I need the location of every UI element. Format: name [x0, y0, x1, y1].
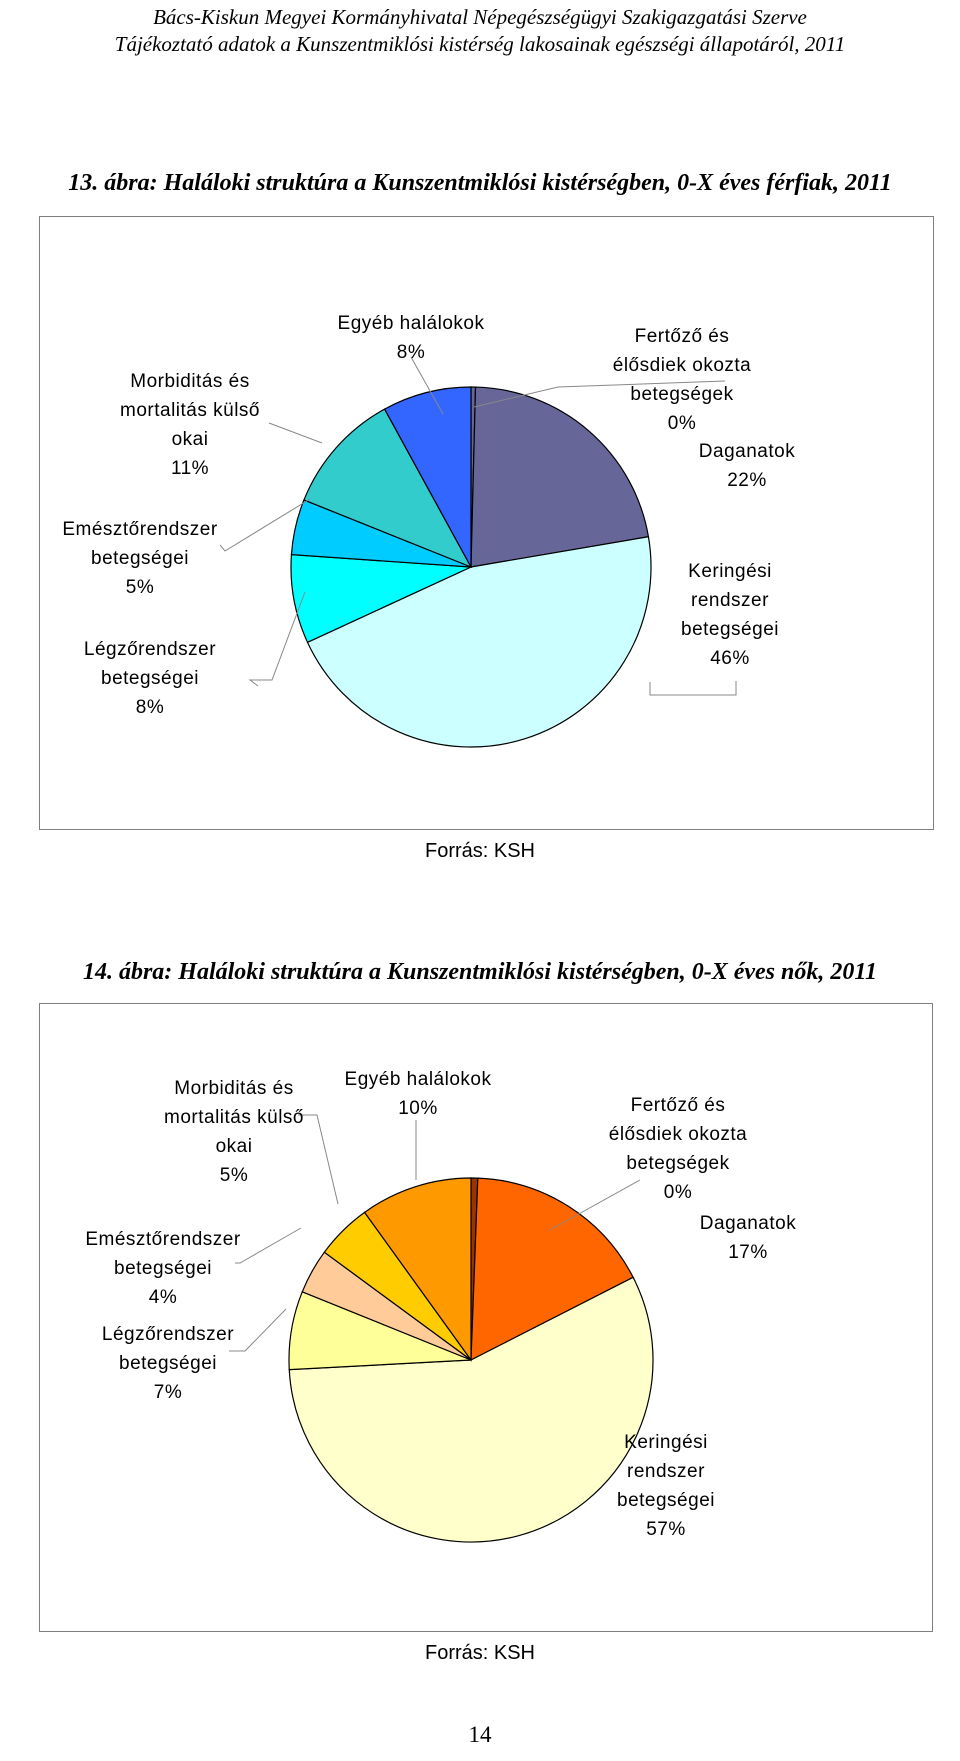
data-label [301, 309, 521, 367]
data-label-line: 22% [727, 470, 767, 491]
data-label-line: Légzőrendszer [101, 1324, 235, 1345]
data-label [80, 367, 300, 483]
data-label-line: mortalitás külső [120, 400, 260, 421]
data-label [638, 1209, 858, 1267]
data-label-line: Daganatok [698, 441, 796, 462]
data-label-line: Emésztőrendszer [62, 519, 218, 540]
data-label-line: betegségei [114, 1258, 212, 1279]
data-label-line: betegségei [617, 1490, 715, 1511]
data-label-line: 10% [398, 1098, 438, 1119]
data-label [30, 515, 250, 602]
data-label-line: 0% [667, 413, 697, 434]
data-label-line: Egyéb halálokok [344, 1069, 492, 1090]
header-institution: Bács-Kiskun Megyei Kormányhivatal Népegészségügyi Szakigazgatási Szerve [153, 5, 807, 29]
data-label-line: Keringési [688, 561, 772, 582]
data-label [40, 635, 260, 722]
data-label-line: 0% [663, 1182, 693, 1203]
data-label-line: 8% [135, 697, 165, 718]
data-label-line: okai [215, 1136, 253, 1157]
chart-frame-men [39, 216, 934, 830]
data-label-line: betegségek [626, 1153, 730, 1174]
data-label-line: 7% [153, 1382, 183, 1403]
data-label-line: betegségek [630, 384, 734, 405]
data-label-line: 46% [710, 648, 750, 669]
data-label-line: 8% [396, 342, 426, 363]
data-label [568, 1091, 788, 1207]
figure-14-title: 14. ábra: Haláloki struktúra a Kunszentmiklósi kistérségben, 0-X éves nők, 2011 [82, 959, 878, 985]
data-label-line: rendszer [691, 590, 769, 611]
data-label-line: betegségei [101, 668, 199, 689]
data-label [620, 557, 840, 673]
data-label [308, 1065, 528, 1123]
data-label-line: 4% [148, 1287, 178, 1308]
data-label-line: betegségei [119, 1353, 217, 1374]
data-label-line: 11% [170, 458, 210, 479]
data-label [637, 437, 857, 495]
data-label-line: Fertőző és [634, 326, 730, 347]
data-label-line: 5% [219, 1165, 249, 1186]
data-label-line: Emésztőrendszer [85, 1229, 241, 1250]
data-label-line: Daganatok [699, 1213, 797, 1234]
data-label-line: betegségei [91, 548, 189, 569]
data-label [53, 1225, 273, 1312]
header-report-title: Tájékoztató adatok a Kunszentmiklósi kistérség lakosainak egészségi állapotáról, 2011 [114, 32, 846, 56]
leader-line [650, 681, 736, 695]
data-label-line: Morbiditás és [174, 1078, 294, 1099]
data-label [572, 322, 792, 438]
chart-frame-women [39, 1003, 933, 1632]
data-label-line: Keringési [624, 1432, 708, 1453]
data-label-line: okai [171, 429, 209, 450]
data-label-line: mortalitás külső [164, 1107, 304, 1128]
data-label-line: 5% [125, 577, 155, 598]
source-note-women: Forrás: KSH [424, 1642, 536, 1664]
source-note-men: Forrás: KSH [424, 840, 536, 862]
data-label [58, 1320, 278, 1407]
data-label-line: Légzőrendszer [83, 639, 217, 660]
data-label-line: Egyéb halálokok [337, 313, 485, 334]
data-label-line: 57% [646, 1519, 686, 1540]
data-label [556, 1428, 776, 1544]
data-label-line: élősdiek okozta [612, 355, 752, 376]
data-label-line: élősdiek okozta [608, 1124, 748, 1145]
data-label-line: 17% [728, 1242, 768, 1263]
figure-13-title: 13. ábra: Haláloki struktúra a Kunszentmiklósi kistérségben, 0-X éves férfiak, 2011 [68, 170, 892, 196]
data-label-line: betegségei [681, 619, 779, 640]
data-label-line: rendszer [627, 1461, 705, 1482]
page-number: 14 [468, 1722, 492, 1747]
data-label-line: Fertőző és [630, 1095, 726, 1116]
data-label-line: Morbiditás és [130, 371, 250, 392]
